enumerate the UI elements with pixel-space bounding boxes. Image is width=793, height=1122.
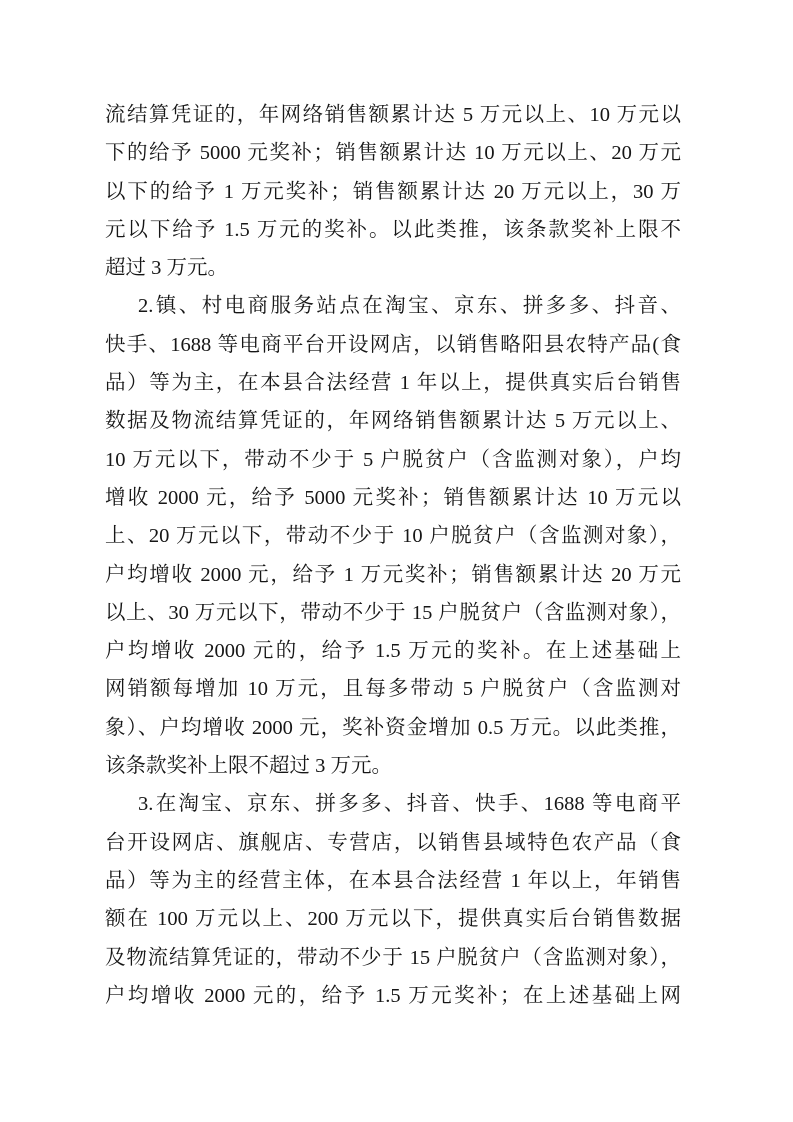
text-line: 额在 100 万元以上、200 万元以下，提供真实后台销售数据 <box>105 908 681 931</box>
text-line: 数据及物流结算凭证的，年网络销售额累计达 5 万元以上、 <box>105 410 681 433</box>
text-line: 下的给予 5000 元奖补；销售额累计达 10 万元以上、20 万元 <box>105 142 681 165</box>
text-line: 超过 3 万元。 <box>105 257 228 280</box>
text-line: 象）、户均增收 2000 元，奖补资金增加 0.5 万元。以此类推， <box>105 716 681 739</box>
text-line: 及物流结算凭证的，带动不少于 15 户脱贫户（含监测对象）， <box>105 946 681 969</box>
text-line: 10 万元以下，带动不少于 5 户脱贫户（含监测对象），户均 <box>105 448 681 471</box>
text-line: 3.在淘宝、京东、拼多多、抖音、快手、1688 等电商平 <box>138 793 681 816</box>
document-text-block <box>105 96 681 1015</box>
text-line: 2.镇、村电商服务站点在淘宝、京东、拼多多、抖音、 <box>138 295 681 318</box>
text-line: 该条款奖补上限不超过 3 万元。 <box>105 755 392 778</box>
text-line: 快手、1688 等电商平台开设网店，以销售略阳县农特产品(食 <box>105 333 681 356</box>
text-line: 户均增收 2000 元的，给予 1.5 万元的奖补。在上述基础上 <box>105 640 681 663</box>
text-line: 户均增收 2000 元的，给予 1.5 万元奖补；在上述基础上网 <box>105 984 681 1007</box>
text-line: 以上、30 万元以下，带动不少于 15 户脱贫户（含监测对象）， <box>105 601 681 624</box>
text-line: 户均增收 2000 元，给予 1 万元奖补；销售额累计达 20 万元 <box>105 563 681 586</box>
text-line: 台开设网店、旗舰店、专营店，以销售县域特色农产品（食 <box>105 831 681 854</box>
text-line: 品）等为主的经营主体，在本县合法经营 1 年以上，年销售 <box>105 869 681 892</box>
text-line: 增收 2000 元，给予 5000 元奖补；销售额累计达 10 万元以 <box>105 486 681 509</box>
text-line: 品）等为主，在本县合法经营 1 年以上，提供真实后台销售 <box>105 372 681 395</box>
text-line: 以下的给予 1 万元奖补；销售额累计达 20 万元以上，30 万 <box>105 180 681 203</box>
text-line: 流结算凭证的，年网络销售额累计达 5 万元以上、10 万元以 <box>105 104 681 126</box>
text-line: 元以下给予 1.5 万元的奖补。以此类推，该条款奖补上限不 <box>105 218 681 241</box>
text-line: 网销额每增加 10 万元，且每多带动 5 户脱贫户（含监测对 <box>105 678 681 701</box>
text-line: 上、20 万元以下，带动不少于 10 户脱贫户（含监测对象）， <box>105 525 681 548</box>
